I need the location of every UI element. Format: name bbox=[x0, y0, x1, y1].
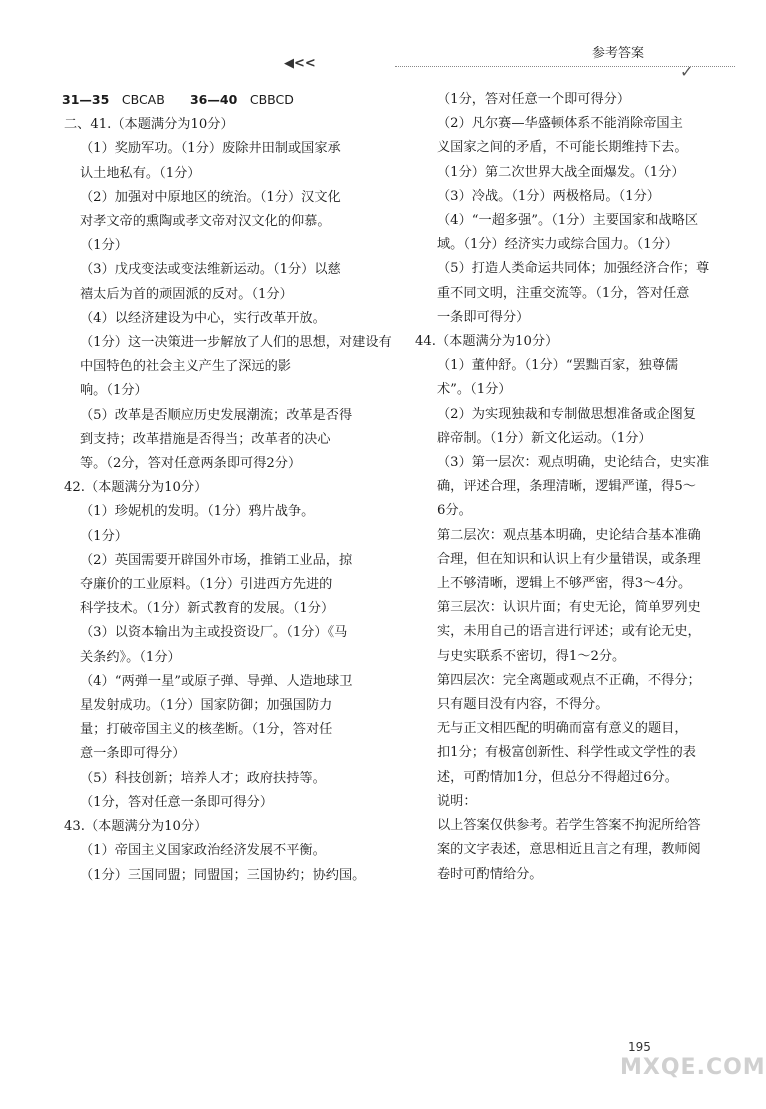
mc-answers-2: CBBCD bbox=[249, 92, 294, 107]
answer-line: 等。（2分，答对任意两条即可得2分） bbox=[80, 456, 302, 472]
answer-line: 响。（1分） bbox=[80, 383, 148, 399]
answer-line: 一条即可得分） bbox=[437, 309, 530, 325]
answer-line: 42.（本题满分为10分） bbox=[64, 480, 208, 496]
answer-line: （4）以经济建设为中心，实行改革开放。 bbox=[80, 310, 326, 326]
answer-line: 实，未用自己的语言进行评述；或有论无史， bbox=[437, 624, 701, 640]
answer-line: （1）帝国主义国家政治经济发展不平衡。 bbox=[80, 843, 326, 859]
answer-line: 星发射成功。（1分）国家防御；加强国防力 bbox=[80, 698, 333, 714]
page-number: 195 bbox=[628, 1040, 651, 1054]
answer-line: 关条约》。（1分） bbox=[80, 649, 181, 665]
answer-line: （4）“两弹一星”或原子弹、导弹、人造地球卫 bbox=[80, 673, 353, 689]
answer-line: （5）打造人类命运共同体；加强经济合作；尊 bbox=[437, 261, 710, 277]
answer-line: （2）为实现独裁和专制做思想准备或企图复 bbox=[437, 406, 696, 422]
answer-line: 夺廉价的工业原料。（1分）引进西方先进的 bbox=[80, 577, 333, 593]
answer-line: （1分）这一决策进一步解放了人们的思想，对建设有 bbox=[80, 335, 392, 351]
answer-line: 以上答案仅供参考。若学生答案不拘泥所给答 bbox=[437, 818, 701, 834]
answer-line: 第二层次：观点基本明确，史论结合基本准确 bbox=[437, 527, 701, 543]
answer-line: （2）英国需要开辟国外市场，推销工业品，掠 bbox=[80, 552, 353, 568]
answer-line: 确，评述合理，条理清晰，逻辑严谨，得5～ bbox=[437, 479, 696, 495]
answer-line: （2）凡尔赛—华盛顿体系不能消除帝国主 bbox=[437, 116, 683, 132]
answer-line: （1分，答对任意一个即可得分） bbox=[437, 92, 631, 107]
answer-line: 意一条即可得分） bbox=[80, 746, 186, 762]
answer-line: 二、41.（本题满分为10分） bbox=[64, 117, 234, 133]
answer-line: 术”。（1分） bbox=[437, 382, 512, 398]
answer-line: 43.（本题满分为10分） bbox=[64, 819, 208, 835]
answer-line: 44.（本题满分为10分） bbox=[415, 334, 559, 350]
answer-line: 与史实联系不密切，得1～2分。 bbox=[437, 648, 626, 664]
answer-line: （1）奖励军功。（1分）废除井田制或国家承 bbox=[80, 141, 341, 157]
answer-line: （5）科技创新；培养人才；政府扶持等。 bbox=[80, 770, 326, 786]
answer-line: 案的文字表述，意思相近且言之有理，教师阅 bbox=[437, 842, 701, 858]
mc-answers-1: CBCAB bbox=[121, 92, 165, 107]
answer-line: （1）董仲舒。（1分）“罢黜百家，独尊儒 bbox=[437, 358, 679, 374]
right-column bbox=[403, 88, 710, 887]
multiple-choice-answers bbox=[52, 88, 362, 113]
answer-line: 到支持；改革措施是否得当；改革者的决心 bbox=[80, 431, 331, 447]
answer-line: 述，可酌情加1分，但总分不得超过6分。 bbox=[437, 769, 678, 785]
answer-line: 对孝文帝的熏陶或孝文帝对汉文化的仰慕。 bbox=[80, 214, 331, 230]
answer-line: （1分） bbox=[80, 238, 128, 254]
answer-line: 辟帝制。（1分）新文化运动。（1分） bbox=[437, 430, 652, 446]
answer-line: 中国特色的社会主义产生了深远的影 bbox=[80, 359, 291, 375]
answer-line: （1分，答对任意一条即可得分） bbox=[80, 794, 274, 810]
left-answer-lines bbox=[52, 113, 392, 888]
answer-line: 禧太后为首的顽固派的反对。（1分） bbox=[80, 286, 293, 302]
answer-line: 卷时可酌情给分。 bbox=[437, 866, 543, 882]
answer-line: 第三层次：认识片面；有史无论，简单罗列史 bbox=[437, 600, 701, 616]
answer-line: （4）“一超多强”。（1分）主要国家和战略区 bbox=[437, 213, 699, 229]
answer-line: （3）以资本输出为主或投资设厂。（1分）《马 bbox=[80, 625, 348, 641]
answer-line: 说明： bbox=[437, 793, 477, 809]
answer-line: （2）加强对中原地区的统治。（1分）汉文化 bbox=[80, 189, 341, 205]
answer-line: 科学技术。（1分）新式教育的发展。（1分） bbox=[80, 601, 335, 617]
answer-line: 上不够清晰，逻辑上不够严密，得3～4分。 bbox=[437, 576, 692, 592]
answer-line: 合理，但在知识和认识上有少量错误，或条理 bbox=[437, 551, 701, 567]
answer-line: （1分）第二次世界大战全面爆发。（1分） bbox=[437, 164, 685, 180]
answer-line: （3）戊戌变法或变法维新运动。（1分）以慈 bbox=[80, 262, 341, 278]
answer-line: 域。（1分）经济实力或综合国力。（1分） bbox=[437, 237, 678, 253]
answer-line: 第四层次：完全离题或观点不正确，不得分； bbox=[437, 672, 701, 688]
answer-line: 重不同文明，注重交流等。（1分，答对任意 bbox=[437, 285, 690, 301]
answer-line: （1分） bbox=[80, 528, 128, 544]
answer-line: （5）改革是否顺应历史发展潮流；改革是否得 bbox=[80, 407, 353, 423]
mc-range-2: 36—40 bbox=[189, 92, 238, 107]
left-column bbox=[52, 88, 392, 888]
answer-line: （1分）三国同盟；同盟国；三国协约；协约国。 bbox=[80, 867, 366, 883]
answer-line: （3）第一层次：观点明确，史论结合，史实准 bbox=[437, 455, 710, 471]
checkmark-icon: ✓ bbox=[680, 62, 694, 81]
answer-line: 无与正文相匹配的明确而富有意义的题目， bbox=[437, 721, 688, 737]
right-answer-lines bbox=[403, 88, 710, 887]
page-header-title: 参考答案 bbox=[592, 46, 645, 61]
answer-line: 扣1分；有极富创新性、科学性或文学性的表 bbox=[437, 745, 696, 761]
mc-range-1: 31—35 bbox=[62, 92, 110, 107]
answer-line: 义国家之间的矛盾，不可能长期维持下去。 bbox=[437, 140, 688, 156]
answer-line: 量；打破帝国主义的核垄断。（1分，答对任 bbox=[80, 722, 333, 738]
answer-line: 只有题目没有内容，不得分。 bbox=[437, 697, 609, 713]
answer-line: （1）珍妮机的发明。（1分）鸦片战争。 bbox=[80, 504, 315, 520]
answer-line: 6分。 bbox=[437, 503, 472, 519]
answer-line: （3）冷战。（1分）两极格局。（1分） bbox=[437, 188, 660, 204]
watermark: MXQE.COM bbox=[620, 1055, 766, 1080]
answer-line: 认土地私有。（1分） bbox=[80, 165, 201, 181]
nav-mark-icon: ◀<< bbox=[284, 56, 316, 71]
